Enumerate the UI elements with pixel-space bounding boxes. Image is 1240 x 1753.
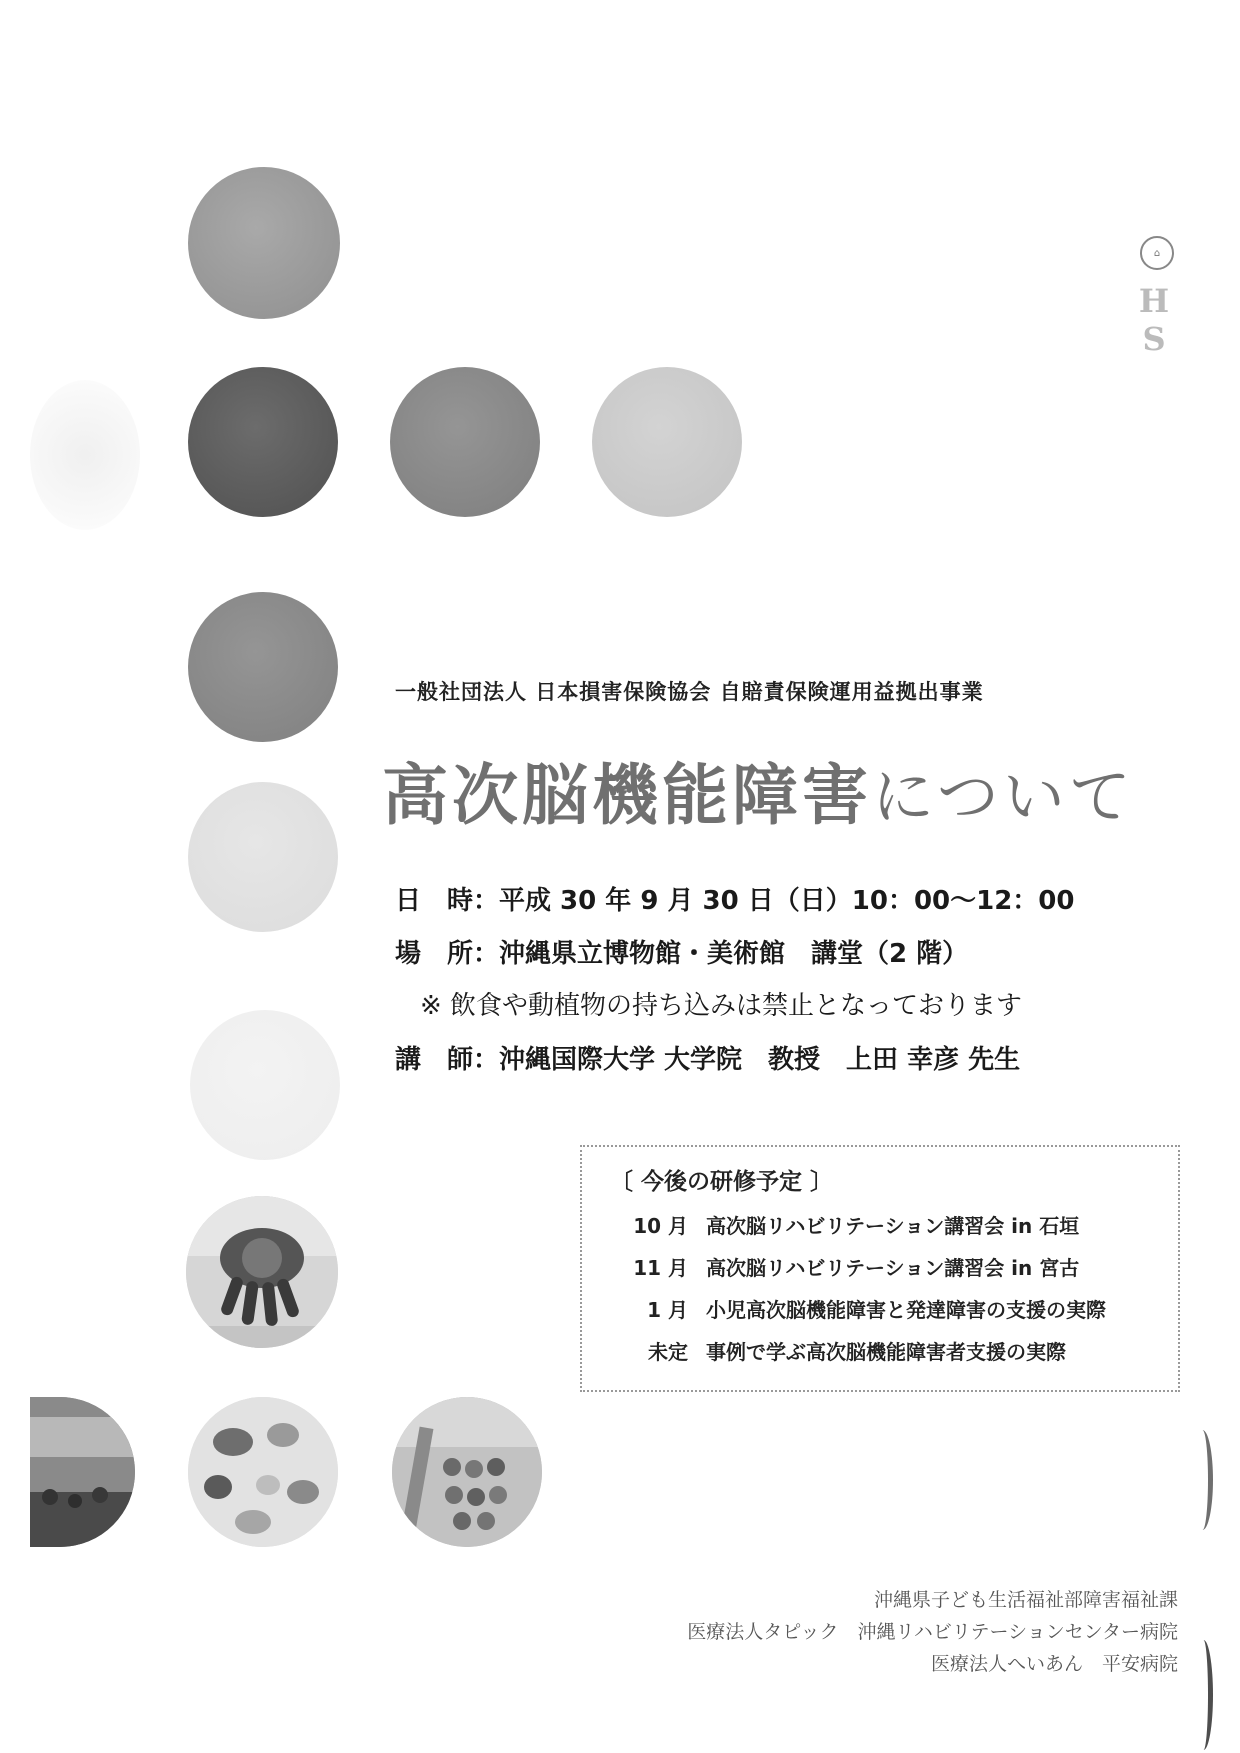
schedule-item [610, 1294, 1150, 1323]
event-datetime: 日 時：平成 30 年 9 月 30 日（日）10：00〜12：00 [395, 886, 1075, 916]
schedule-month: 10 月 [633, 1214, 688, 1238]
schedule-item [610, 1336, 1150, 1365]
organizer-line: 医療法人タピック 沖縄リハビリテーションセンター病院 [687, 1621, 1178, 1643]
faded-circle [30, 380, 140, 530]
training-schedule-box [580, 1145, 1180, 1392]
title-kana: について [872, 760, 1135, 833]
organizer-line: 医療法人へいあん 平安病院 [930, 1653, 1178, 1675]
schedule-title: 高次脳リハビリテーション講習会 in 宮古 [706, 1256, 1080, 1280]
decorative-circle [592, 367, 742, 517]
page-title [382, 742, 1135, 837]
schedule-title: 事例で学ぶ高次脳機能障害者支援の実際 [706, 1340, 1066, 1364]
organizers [687, 1584, 1178, 1680]
photo-circle-crowd [30, 1397, 135, 1547]
title-kanji: 高次脳機能障害 [382, 757, 872, 834]
decorative-circle [188, 367, 338, 517]
schedule-title: 高次脳リハビリテーション講習会 in 石垣 [706, 1214, 1080, 1238]
schedule-item [610, 1210, 1150, 1239]
schedule-item [610, 1252, 1150, 1281]
logo-emblem-icon: ⌂ [1140, 236, 1174, 270]
organization-logo [1122, 236, 1192, 358]
decorative-circle [188, 782, 338, 932]
schedule-title: 小児高次脳機能障害と発達障害の支援の実際 [706, 1298, 1106, 1322]
decorative-circle [188, 167, 340, 319]
decorative-circle [390, 367, 540, 517]
photo-circle-crafts [392, 1397, 542, 1547]
decorative-circle [188, 592, 338, 742]
photo-circle-pottery [188, 1397, 338, 1547]
schedule-month: 11 月 [633, 1256, 688, 1280]
logo-text: H S [1138, 282, 1176, 358]
event-place: 場 所：沖縄県立博物館・美術館 講堂（2 階） [395, 939, 969, 969]
organizer-line: 沖縄県子ども生活福祉部障害福祉課 [873, 1589, 1178, 1611]
photo-circle-hand-art [186, 1196, 338, 1348]
sponsor-line: 一般社団法人 日本損害保険協会 自賠責保険運用益拠出事業 [395, 680, 984, 704]
schedule-month: 1 月 [647, 1298, 688, 1322]
event-note: ※ 飲食や動植物の持ち込みは禁止となっております [420, 991, 1023, 1021]
event-lecturer: 講 師：沖縄国際大学 大学院 教授 上田 幸彦 先生 [395, 1045, 1021, 1075]
scan-edge-mark [1194, 1640, 1213, 1750]
schedule-heading: 〔 今後の研修予定 〕 [610, 1169, 834, 1195]
decorative-circle [190, 1010, 340, 1160]
schedule-month: 未定 [648, 1340, 688, 1364]
scan-edge-mark [1192, 1430, 1213, 1530]
